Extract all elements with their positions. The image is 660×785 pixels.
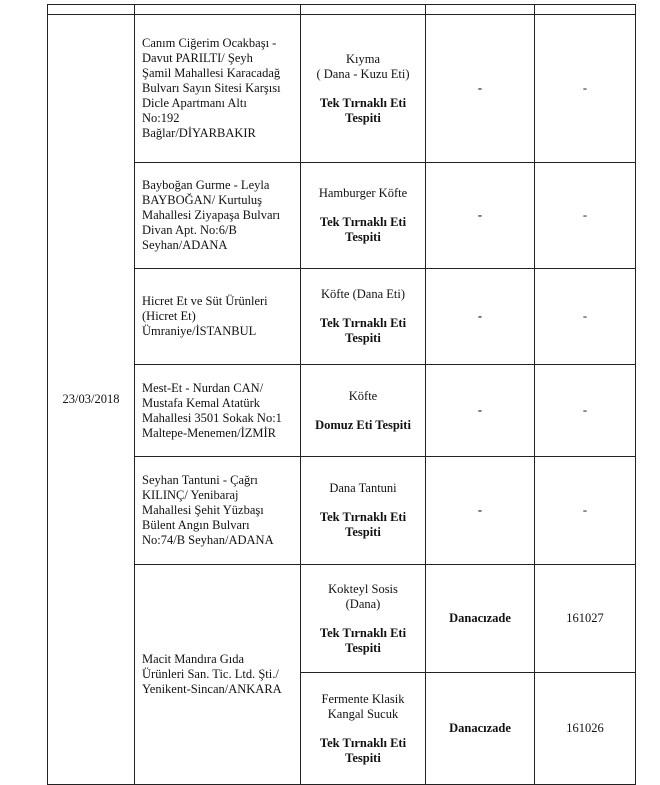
product-cell (301, 365, 426, 457)
table-row (48, 365, 636, 457)
firm-line: Maltepe-Menemen/İZMİR (142, 425, 276, 440)
finding-text: Tespiti (345, 230, 381, 244)
finding-text: Tespiti (345, 110, 381, 125)
firm-line: Bülent Angın Bulvarı (142, 518, 250, 532)
finding-text: Domuz Eti Tespiti (315, 417, 411, 432)
product-name: Fermente Klasik (321, 691, 405, 706)
header-stub-cell (135, 5, 301, 15)
firm-address (142, 36, 296, 141)
firm-line: Bağlar/DİYARBAKIR (142, 126, 256, 140)
table-row (48, 565, 636, 673)
firm-line: Mahallesi Ziyapaşa Bulvarı (142, 208, 281, 222)
product-name: Köfte (Dana Eti) (321, 287, 405, 301)
header-stub-cell (426, 5, 535, 15)
firm-address (142, 178, 296, 253)
product-name: (Dana) (345, 596, 381, 611)
firm-line: Mahallesi Şehit Yüzbaşı (142, 503, 264, 517)
finding-text: Tek Tırnaklı Eti (319, 510, 407, 524)
batch-cell: - (535, 15, 636, 163)
firm-address (142, 294, 296, 339)
product-name: Kangal Sucuk (327, 706, 399, 721)
header-stub-row (48, 5, 636, 15)
table-row (48, 163, 636, 269)
brand-cell: - (426, 457, 535, 565)
header-stub-cell (48, 5, 135, 15)
product-cell (301, 269, 426, 365)
firm-address (142, 473, 296, 548)
firm-line: Canım Ciğerim Ocakbaşı - (142, 36, 277, 50)
finding-text: Tespiti (345, 750, 381, 765)
inspection-results-table (47, 4, 636, 785)
product-cell (301, 673, 426, 785)
product-cell (301, 15, 426, 163)
firm-line: Mustafa Kemal Atatürk (142, 395, 261, 410)
brand-cell: - (426, 269, 535, 365)
firm-line: Şamil Mahallesi Karacadağ (142, 66, 281, 80)
firm-line: No:74/B Seyhan/ADANA (142, 533, 274, 547)
firm-line: KILINÇ/ Yenibaraj (142, 488, 239, 502)
date-cell: 23/03/2018 (48, 15, 135, 785)
firm-cell (135, 365, 301, 457)
product-cell (301, 163, 426, 269)
firm-line: Dicle Apartmanı Altı (142, 96, 247, 110)
firm-cell (135, 15, 301, 163)
table-row (48, 457, 636, 565)
brand-cell: - (426, 15, 535, 163)
firm-cell (135, 163, 301, 269)
brand-cell: - (426, 365, 535, 457)
firm-line: Mest-Et - Nurdan CAN/ (142, 380, 264, 395)
firm-line: Davut PARILTI/ Şeyh (142, 51, 253, 65)
finding-text: Tek Tırnaklı Eti (319, 625, 407, 640)
finding-text: Tek Tırnaklı Eti (319, 215, 407, 229)
firm-line: Divan Apt. No:6/B (142, 223, 237, 237)
product-name: Dana Tantuni (329, 481, 397, 495)
brand-cell: Danacızade (426, 565, 535, 673)
batch-cell: 161027 (535, 565, 636, 673)
firm-line: Mahallesi 3501 Sokak No:1 (142, 410, 282, 425)
batch-cell: - (535, 269, 636, 365)
finding-text: Tespiti (345, 331, 381, 345)
firm-line: Seyhan/ADANA (142, 238, 228, 252)
batch-cell: - (535, 457, 636, 565)
brand-cell: Danacızade (426, 673, 535, 785)
header-stub-cell (535, 5, 636, 15)
product-name: Kıyma (345, 51, 381, 66)
firm-line: Macit Mandıra Gıda (142, 652, 245, 666)
firm-line: Bayboğan Gurme - Leyla (142, 178, 270, 192)
finding-text: Tespiti (345, 640, 381, 655)
product-name: ( Dana - Kuzu Eti) (316, 66, 410, 81)
firm-line: Seyhan Tantuni - Çağrı (142, 473, 258, 487)
product-name: Kokteyl Sosis (328, 581, 398, 596)
finding-text: Tespiti (345, 525, 381, 539)
table-row (48, 269, 636, 365)
finding-text: Tek Tırnaklı Eti (319, 95, 407, 110)
firm-address (142, 652, 296, 697)
finding-text: Tek Tırnaklı Eti (319, 735, 407, 750)
firm-address (142, 381, 296, 441)
batch-cell: - (535, 365, 636, 457)
firm-line: Ürünleri San. Tic. Ltd. Şti./ (142, 667, 279, 681)
firm-line: Bulvarı Sayın Sitesi Karşısı (142, 81, 281, 95)
firm-line: (Hicret Et) (142, 309, 196, 323)
firm-cell (135, 269, 301, 365)
batch-cell: - (535, 163, 636, 269)
finding-text: Tek Tırnaklı Eti (319, 316, 407, 330)
product-cell (301, 457, 426, 565)
table-row (48, 15, 636, 163)
header-stub-cell (301, 5, 426, 15)
firm-line: Yenikent-Sincan/ANKARA (142, 682, 282, 696)
product-name: Hamburger Köfte (318, 186, 408, 200)
firm-line: No:192 (142, 111, 180, 125)
firm-line: Hicret Et ve Süt Ürünleri (142, 294, 268, 308)
brand-cell: - (426, 163, 535, 269)
batch-cell: 161026 (535, 673, 636, 785)
product-cell (301, 565, 426, 673)
firm-cell (135, 457, 301, 565)
product-name: Köfte (348, 388, 378, 403)
firm-line: BAYBOĞAN/ Kurtuluş (142, 193, 263, 207)
firm-cell (135, 565, 301, 785)
firm-line: Ümraniye/İSTANBUL (142, 324, 257, 338)
